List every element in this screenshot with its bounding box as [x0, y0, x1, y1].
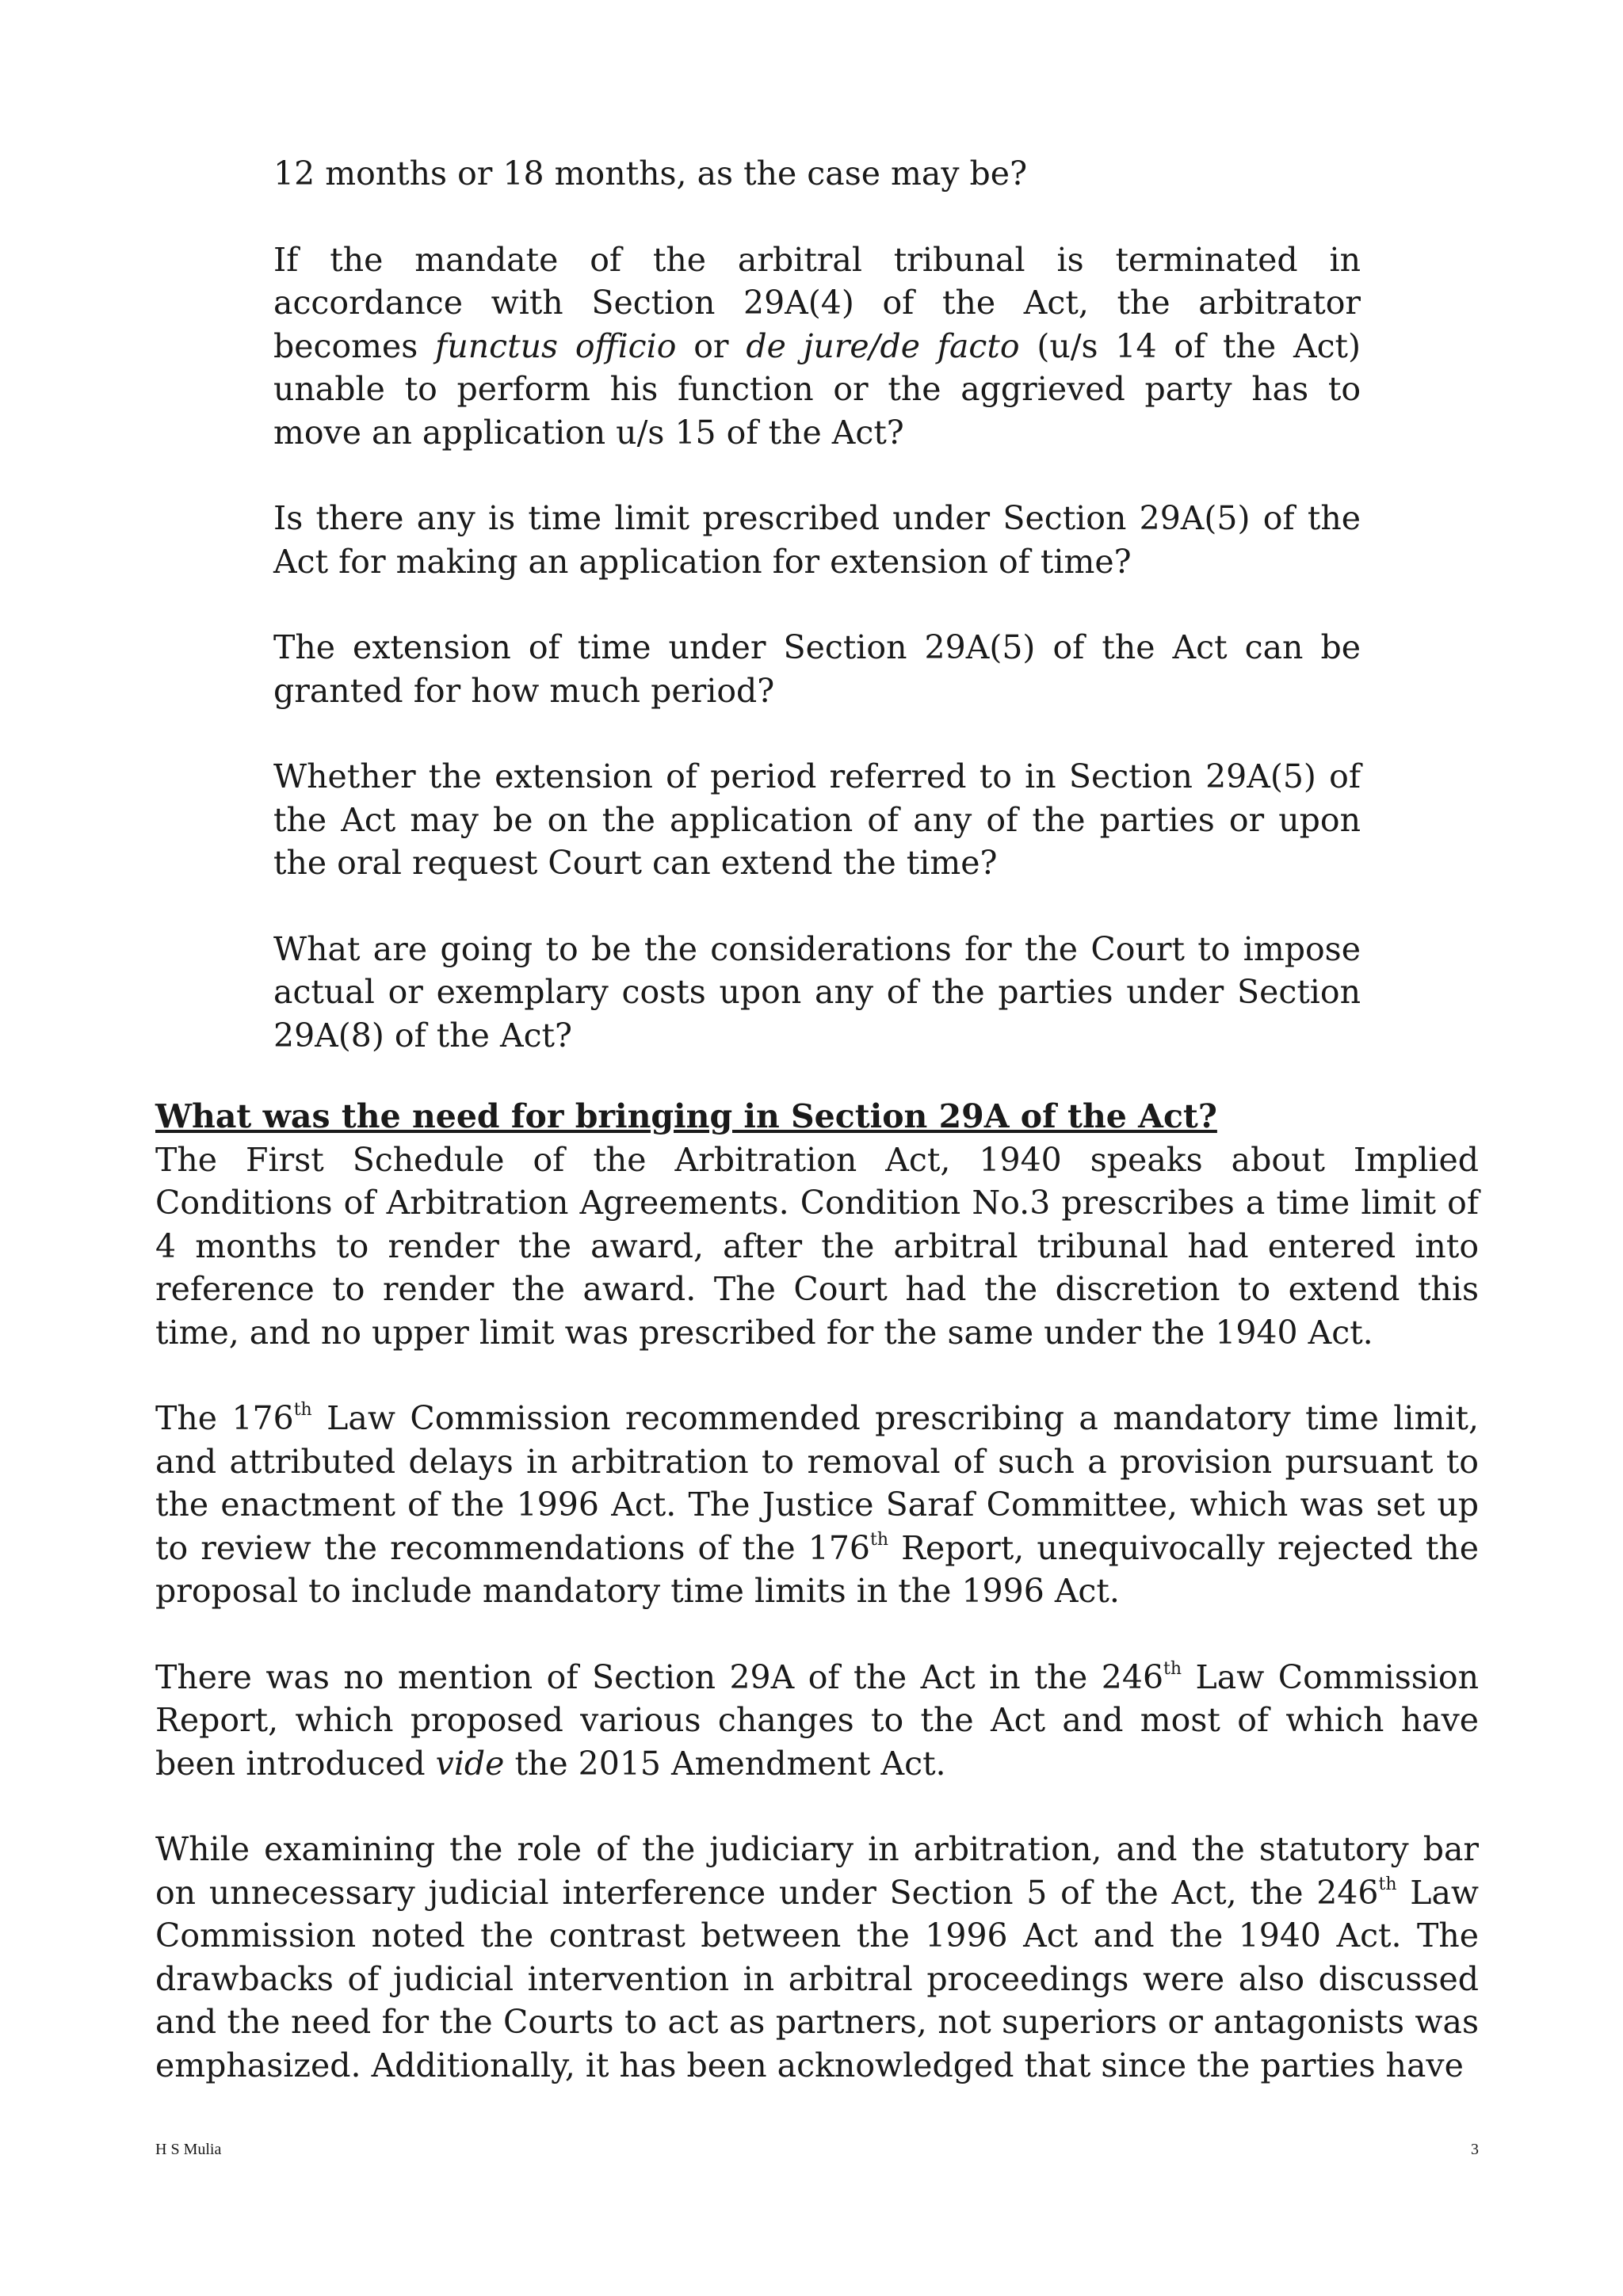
- page-number: 3: [1471, 2141, 1479, 2158]
- superscript: th: [1378, 1874, 1397, 1894]
- question-paragraph: If the mandate of the arbitral tribunal is terminated in accordance with Section 29A(4) of the Act, the arbitrator becomes functus officio or de jure/de facto (u/s 14 of the Act) unable to perform his function or the aggrieved party has to move an application u/s 15 of the Act?: [273, 240, 1361, 452]
- superscript: th: [870, 1529, 889, 1550]
- superscript: th: [1163, 1658, 1182, 1679]
- footer-author: H S Mulia: [155, 2141, 222, 2158]
- body-paragraph: There was no mention of Section 29A of the Act in the 246th Law Commission Report, which proposed various changes to the Act and most of which have been introduced vide the 2015 Amendment Act.: [155, 1657, 1479, 1783]
- question-paragraph: Whether the extension of period referred to in Section 29A(5) of the Act may be on the application of any of the parties or upon the oral request Court can extend the time?: [273, 757, 1361, 882]
- question-paragraph: What are going to be the considerations for the Court to impose actual or exemplary costs upon any of the parties under Section 29A(8) of the Act?: [273, 929, 1361, 1055]
- superscript: th: [293, 1400, 312, 1420]
- body-paragraph: The 176th Law Commission recommended prescribing a mandatory time limit, and attributed delays in arbitration to removal of such a provision pursuant to the enactment of the 1996 Act. The Justice Saraf Committee, which was set up to review the recommendations of the 176th Report, unequivocally rejected the proposal to include mandatory time limits in the 1996 Act.: [155, 1399, 1479, 1610]
- section-heading: What was the need for bringing in Section 29A of the Act?: [155, 1097, 1217, 1135]
- question-paragraph: 12 months or 18 months, as the case may be?: [273, 154, 1028, 193]
- main-section: [155, 1095, 1479, 2130]
- question-list: [273, 152, 1361, 1100]
- body-paragraph: The First Schedule of the Arbitration Act, 1940 speaks about Implied Conditions of Arbitration Agreements. Condition No.3 prescribes a time limit of 4 months to render the award, after the arbitral tribunal had entered into reference to render the award. The Court had the discretion to extend this time, and no upper limit was prescribed for the same under the 1940 Act.: [155, 1140, 1479, 1352]
- body-paragraph: While examining the role of the judiciary in arbitration, and the statutory bar on unnecessary judicial interference under Section 5 of the Act, the 246th Law Commission noted the contrast between the 1996 Act and the 1940 Act. The drawbacks of judicial intervention in arbitral proceedings were also discussed and the need for the Courts to act as partners, not superiors or antagonists was emphasized. Additionally, it has been acknowledged that since the parties have: [155, 1830, 1479, 2084]
- question-paragraph: The extension of time under Section 29A(5) of the Act can be granted for how much period?: [273, 628, 1361, 710]
- question-paragraph: Is there any is time limit prescribed under Section 29A(5) of the Act for making an application for extension of time?: [273, 499, 1361, 581]
